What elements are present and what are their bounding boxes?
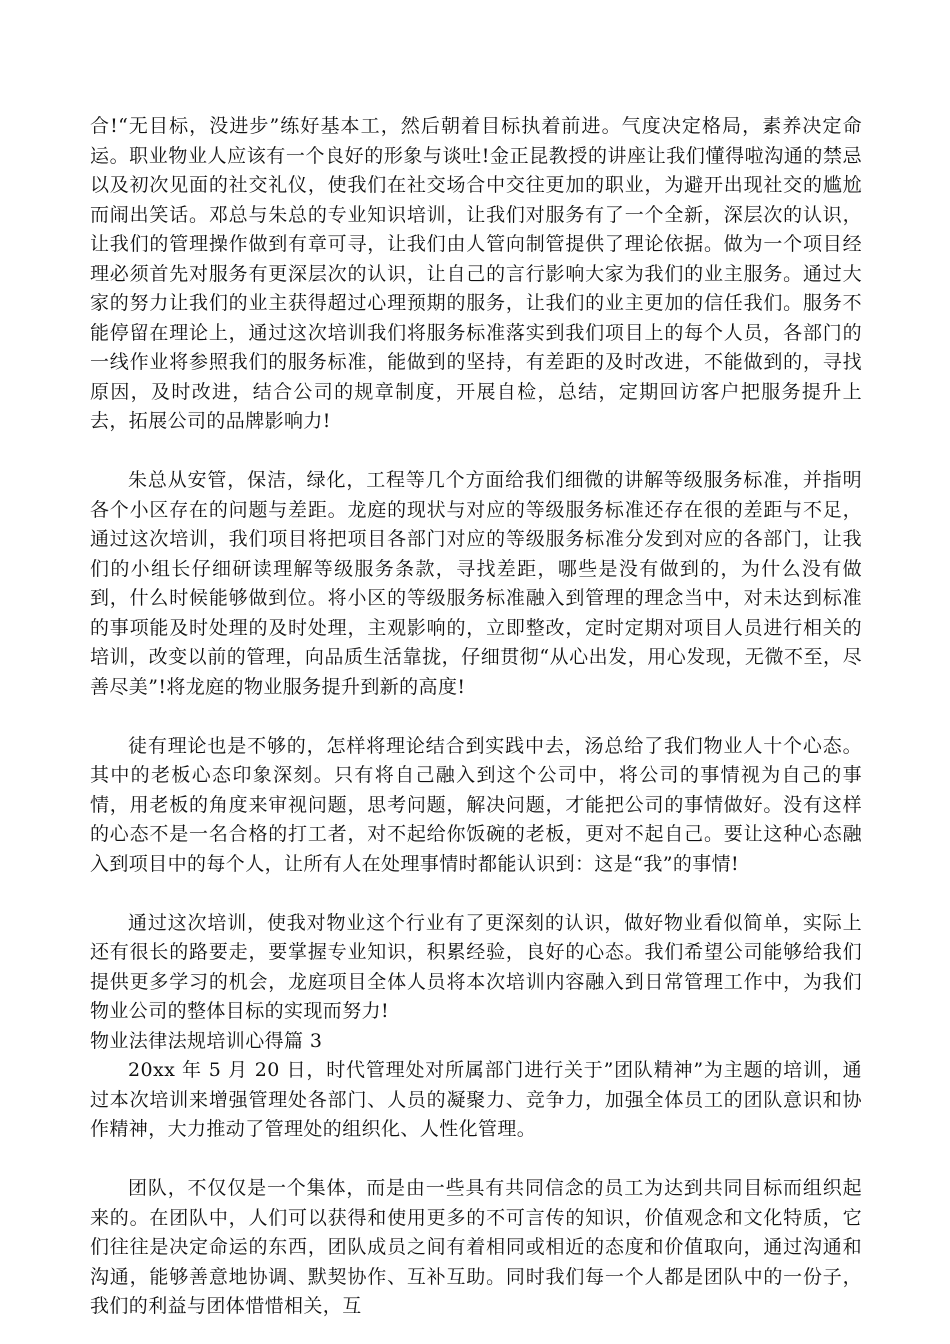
paragraph-2: 朱总从安管，保洁，绿化，工程等几个方面给我们细微的讲解等级服务标准，并指明各个小区存在的问题与差距。龙庭的现状与对应的等级服务标准还存在很的差距与不足，通过这次培训，我们项目将把项目各部门对应的等级服务标准分发到对应的各部门，让我们的小组长仔细研读理解等级服务条款，寻找差距，哪些是没有做到的，为什么没有做到，什么时候能够做到位。将小区的等级服务标准融入到管理的理念当中，对未达到标准的事项能及时处理的及时处理，主观影响的，立即整改，定时定期对项目人员进行相关的培训，改变以前的管理，向品质生活靠拢，仔细贯彻“从心出发，用心发现，无微不至，尽善尽美”!将龙庭的物业服务提升到新的高度! xyxy=(90,469,862,698)
section-paragraph-1: 20xx 年 5 月 20 日，时代管理处对所属部门进行关于”团队精神”为主题的培训，通过本次培训来增强管理处各部门、人员的凝聚力、竞争力，加强全体员工的团队意识和协作精神，大力推动了管理处的组织化、人性化管理。 xyxy=(90,1059,862,1140)
section-title: 物业法律法规培训心得篇 3 xyxy=(90,1029,323,1052)
paragraph-4: 通过这次培训，使我对物业这个行业有了更深刻的认识，做好物业看似简单，实际上还有很长的路要走，要掌握专业知识，积累经验，良好的心态。我们希望公司能够给我们提供更多学习的机会，龙庭项目全体人员将本次培训内容融入到日常管理工作中，为我们物业公司的整体目标的实现而努力! xyxy=(90,911,862,1022)
paragraph-1: 合!“无目标，没进步”练好基本工，然后朝着目标执着前进。气度决定格局，素养决定命运。职业物业人应该有一个良好的形象与谈吐!金正昆教授的讲座让我们懂得啦沟通的禁忌以及初次见面的社交礼仪，使我们在社交场合中交往更加的职业，为避开出现社交的尴尬而闹出笑话。邓总与朱总的专业知识培训，让我们对服务有了一个全新，深层次的认识，让我们的管理操作做到有章可寻，让我们由人管向制管提供了理论依据。做为一个项目经理必须首先对服务有更深层次的认识，让自己的言行影响大家为我们的业主服务。通过大家的努力让我们的业主获得超过心理预期的服务，让我们的业主更加的信任我们。服务不能停留在理论上，通过这次培训我们将服务标准落实到我们项目上的每个人员，各部门的一线作业将参照我们的服务标准，能做到的坚持，有差距的及时改进，不能做到的，寻找原因，及时改进，结合公司的规章制度，开展自检，总结，定期回访客户把服务提升上去，拓展公司的品牌影响力! xyxy=(90,115,862,432)
section-paragraph-2: 团队，不仅仅是一个集体，而是由一些具有共同信念的员工为达到共同目标而组织起来的。在团队中，人们可以获得和使用更多的不可言传的知识，价值观念和文化特质，它们往往是决定命运的东西，团队成员之间有着相同或相近的态度和价值取向，通过沟通和沟通，能够善意地协调、默契协作、互补互助。同时我们每一个人都是团队中的一份子，我们的利益与团体惜惜相关，互 xyxy=(90,1177,862,1317)
document-body xyxy=(90,112,862,1322)
paragraph-3: 徒有理论也是不够的，怎样将理论结合到实践中去，汤总给了我们物业人十个心态。其中的老板心态印象深刻。只有将自己融入到这个公司中，将公司的事情视为自己的事情，用老板的角度来审视问题，思考问题，解决问题，才能把公司的事情做好。没有这样的心态不是一名合格的打工者，对不起给你饭碗的老板，更对不起自己。要让这种心态融入到项目中的每个人，让所有人在处理事情时都能认识到：这是“我”的事情! xyxy=(90,734,862,875)
